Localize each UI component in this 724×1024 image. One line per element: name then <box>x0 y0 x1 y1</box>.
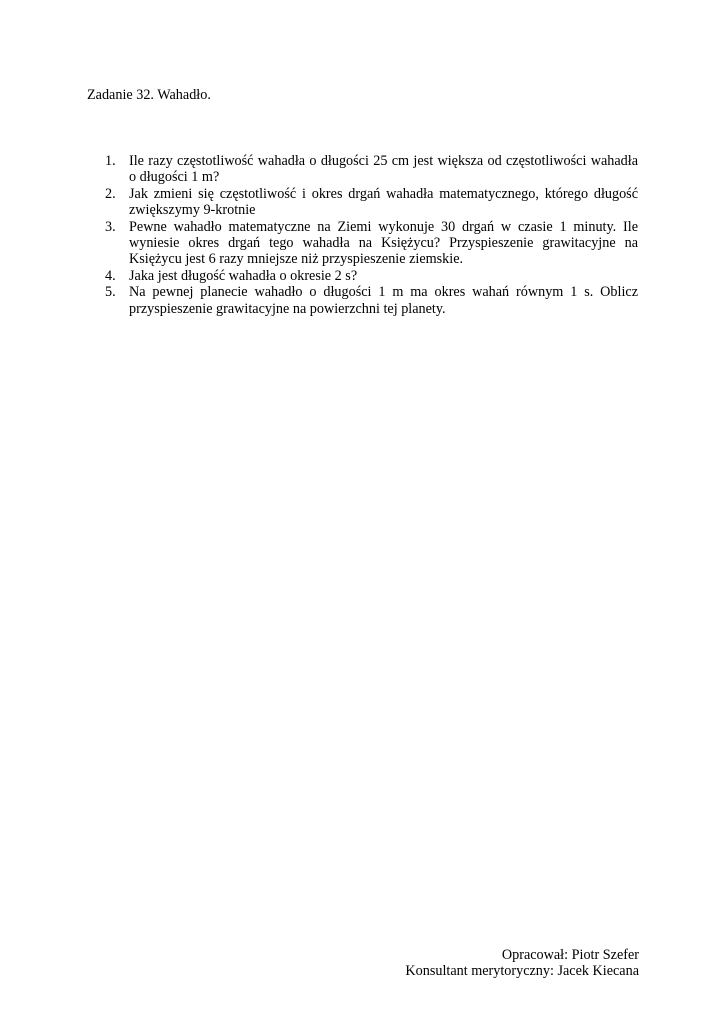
task-item <box>105 219 638 268</box>
task-number: 1. <box>105 153 116 169</box>
task-text: Jaka jest długość wahadła o okresie 2 s? <box>129 267 358 284</box>
task-item <box>105 284 638 317</box>
task-number: 3. <box>105 218 116 235</box>
task-text: Jak zmieni się częstotliwość i okres drgań wahadła matematycznego, którego długość zwiększymy 9-krotnie <box>129 185 638 219</box>
task-text: Ile razy częstotliwość wahadła o długości 25 cm jest większa od częstotliwości wahadła o długości 1 m? <box>129 153 638 186</box>
task-number: 5. <box>105 284 116 301</box>
task-item <box>105 153 638 186</box>
author-credit: Opracował: Piotr Szefer <box>501 947 639 963</box>
task-text: Pewne wahadło matematyczne na Ziemi wykonuje 30 drgań w czasie 1 minuty. Ile wyniesie okres drgań tego wahadła na Księżycu? Przyspieszenie grawitacyjne na Księżycu jest 6 razy mniejsze niż przyspieszenie ziemskie. <box>129 218 638 268</box>
task-list <box>105 153 638 317</box>
document-footer <box>405 947 639 980</box>
task-item <box>105 186 638 219</box>
task-text: Na pewnej planecie wahadło o długości 1 m ma okres wahań równym 1 s. Oblicz przyspieszenie grawitacyjne na powierzchni tej planety. <box>129 284 638 317</box>
task-number: 4. <box>105 267 116 284</box>
task-title: Zadanie 32. Wahadło. <box>87 87 211 103</box>
task-number: 2. <box>105 185 116 202</box>
task-item <box>105 268 638 284</box>
consultant-credit: Konsultant merytoryczny: Jacek Kiecana <box>405 963 639 980</box>
